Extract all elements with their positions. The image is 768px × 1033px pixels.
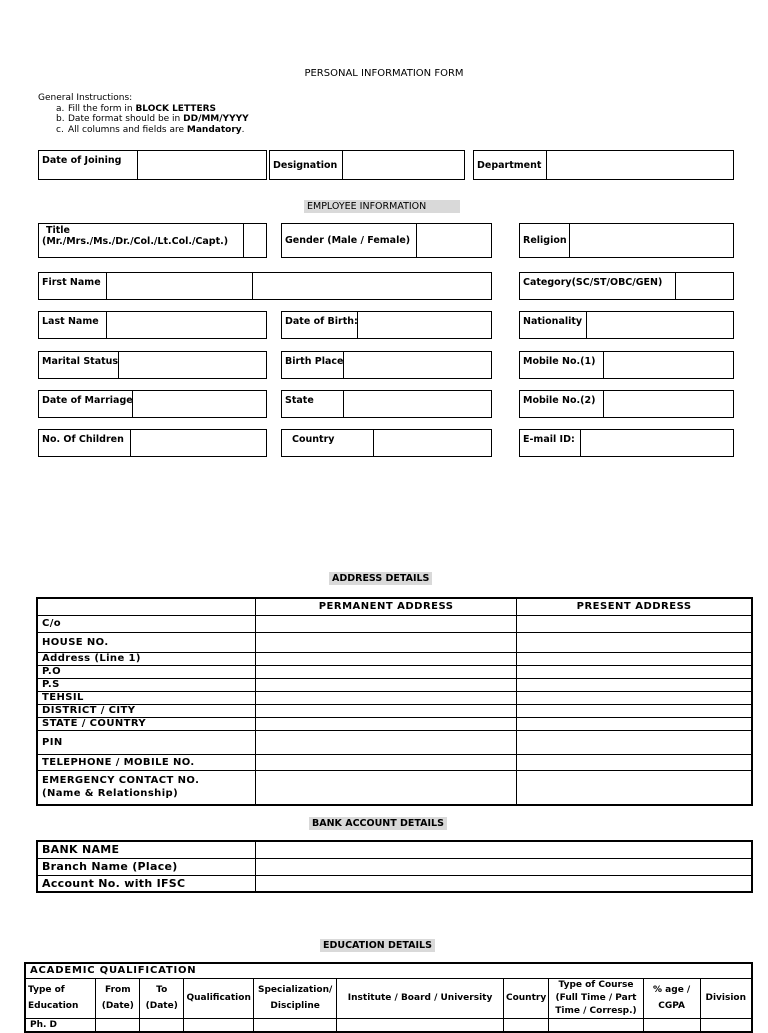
permanent-cell[interactable] (255, 754, 516, 770)
instructions-heading: General Instructions: (38, 93, 133, 103)
date-of-birth-field (281, 311, 492, 339)
gender-label: Gender (Male / Female) (282, 224, 417, 257)
department-label: Department (474, 151, 547, 179)
title-label: Title (Mr./Mrs./Ms./Dr./Col./Lt.Col./Capt.) (39, 224, 244, 257)
mobile-2-label: Mobile No.(2) (520, 391, 604, 417)
no-of-children-label: No. Of Children (39, 430, 131, 456)
designation-input[interactable] (343, 151, 464, 179)
last-name-label: Last Name (39, 312, 107, 338)
category-input[interactable] (676, 273, 733, 299)
address-table (36, 597, 753, 806)
permanent-cell[interactable] (255, 730, 516, 754)
marital-status-input[interactable] (119, 352, 266, 378)
birth-place-field (281, 351, 492, 379)
address-row-label: P.O (37, 665, 255, 678)
present-cell[interactable] (517, 615, 752, 632)
religion-label: Religion (520, 224, 570, 257)
state-field (281, 390, 492, 418)
address-row-label: Address (Line 1) (37, 652, 255, 665)
address-row-label: TELEPHONE / MOBILE NO. (37, 754, 255, 770)
col-qualification: Qualification (184, 978, 254, 1018)
gender-field (281, 223, 492, 258)
marital-status-field (38, 351, 267, 379)
date-of-birth-label: Date of Birth: (282, 312, 358, 338)
religion-field (519, 223, 734, 258)
date-of-joining-input[interactable] (138, 151, 266, 179)
edu-cell[interactable] (337, 1018, 504, 1032)
address-row-label: PIN (37, 730, 255, 754)
edu-cell[interactable] (96, 1018, 140, 1032)
present-cell[interactable] (517, 770, 752, 805)
col-institute: Institute / Board / University (337, 978, 504, 1018)
bank-row-label: BANK NAME (37, 841, 256, 858)
permanent-cell[interactable] (255, 632, 516, 652)
nationality-field (519, 311, 734, 339)
academic-qualification-title: ACADEMIC QUALIFICATION (25, 963, 752, 978)
designation-label: Designation (270, 151, 343, 179)
page-title: PERSONAL INFORMATION FORM (304, 68, 464, 79)
last-name-input[interactable] (107, 312, 266, 338)
address-row-label: P.S (37, 678, 255, 691)
present-cell[interactable] (517, 691, 752, 704)
col-type-of-course: Type of Course (Full Time / Part Time / Corresp.) (549, 978, 644, 1018)
last-name-field (38, 311, 267, 339)
edu-cell[interactable] (184, 1018, 254, 1032)
address-row-label: HOUSE NO. (37, 632, 255, 652)
title-input[interactable] (244, 224, 266, 257)
first-name-input-extra[interactable] (253, 273, 491, 299)
col-percentage-cgpa: % age / CGPA (643, 978, 700, 1018)
instructions-list (38, 104, 249, 136)
country-input[interactable] (374, 430, 491, 456)
education-table (24, 962, 753, 1033)
permanent-address-header: PERMANENT ADDRESS (255, 598, 516, 615)
present-cell[interactable] (517, 632, 752, 652)
category-label: Category(SC/ST/OBC/GEN) (520, 273, 676, 299)
edu-row-label: Ph. D (25, 1018, 96, 1032)
department-input[interactable] (547, 151, 733, 179)
present-cell[interactable] (517, 678, 752, 691)
department-field (473, 150, 734, 180)
state-label: State (282, 391, 344, 417)
edu-cell[interactable] (700, 1018, 752, 1032)
nationality-label: Nationality (520, 312, 587, 338)
present-cell[interactable] (517, 704, 752, 717)
education-details-heading: EDUCATION DETAILS (320, 939, 435, 952)
email-label: E-mail ID: (520, 430, 581, 456)
col-division: Division (700, 978, 752, 1018)
religion-input[interactable] (570, 224, 733, 257)
address-row-label: TEHSIL (37, 691, 255, 704)
first-name-label: First Name (39, 273, 107, 299)
permanent-cell[interactable] (255, 691, 516, 704)
permanent-cell[interactable] (255, 770, 516, 805)
col-type-of-education: Type of Education (25, 978, 96, 1018)
bank-row-label: Branch Name (Place) (37, 858, 256, 875)
edu-cell[interactable] (643, 1018, 700, 1032)
country-field (281, 429, 492, 457)
category-field (519, 272, 734, 300)
col-from-date: From (Date) (96, 978, 140, 1018)
employee-information-heading: EMPLOYEE INFORMATION (304, 200, 460, 213)
permanent-cell[interactable] (255, 717, 516, 730)
birth-place-label: Birth Place (282, 352, 344, 378)
date-of-joining-field (38, 150, 267, 180)
present-cell[interactable] (517, 652, 752, 665)
date-of-marriage-input[interactable] (133, 391, 266, 417)
permanent-cell[interactable] (255, 665, 516, 678)
nationality-input[interactable] (587, 312, 733, 338)
first-name-input[interactable] (107, 273, 253, 299)
present-cell[interactable] (517, 754, 752, 770)
present-address-header: PRESENT ADDRESS (517, 598, 752, 615)
mobile-1-field (519, 351, 734, 379)
permanent-cell[interactable] (255, 615, 516, 632)
instruction-item: a. Fill the form in BLOCK LETTERS (56, 103, 217, 114)
permanent-cell[interactable] (255, 652, 516, 665)
instruction-item: b. Date format should be in DD/MM/YYYY (56, 114, 249, 124)
date-of-marriage-field (38, 390, 267, 418)
mobile-1-label: Mobile No.(1) (520, 352, 604, 378)
email-input[interactable] (581, 430, 733, 456)
address-row-label: STATE / COUNTRY (37, 717, 255, 730)
address-row-label: DISTRICT / CITY (37, 704, 255, 717)
marital-status-label: Marital Status (39, 352, 119, 378)
designation-field (269, 150, 465, 180)
address-corner (37, 598, 255, 615)
col-country: Country (503, 978, 548, 1018)
date-of-marriage-label: Date of Marriage (39, 391, 133, 417)
state-input[interactable] (344, 391, 491, 417)
address-row-label: EMERGENCY CONTACT NO. (Name & Relationship) (37, 770, 255, 805)
email-field (519, 429, 734, 457)
mobile-1-input[interactable] (604, 352, 733, 378)
edu-cell[interactable] (140, 1018, 184, 1032)
edu-cell[interactable] (503, 1018, 548, 1032)
bank-row-label: Account No. with IFSC (37, 875, 256, 892)
edu-cell[interactable] (549, 1018, 644, 1032)
no-of-children-field (38, 429, 267, 457)
date-of-birth-input[interactable] (358, 312, 491, 338)
bank-value-cell[interactable] (256, 875, 753, 892)
bank-table (36, 840, 753, 893)
instruction-item: c. All columns and fields are Mandatory. (56, 124, 245, 135)
col-specialization: Specialization/ Discipline (254, 978, 337, 1018)
bank-value-cell[interactable] (256, 841, 753, 858)
present-cell[interactable] (517, 665, 752, 678)
title-field (38, 223, 267, 258)
permanent-cell[interactable] (255, 678, 516, 691)
country-label: Country (282, 430, 374, 456)
date-of-joining-label: Date of Joining (39, 151, 138, 179)
present-cell[interactable] (517, 717, 752, 730)
permanent-cell[interactable] (255, 704, 516, 717)
mobile-2-input[interactable] (604, 391, 733, 417)
address-details-heading: ADDRESS DETAILS (329, 572, 432, 585)
bank-account-heading: BANK ACCOUNT DETAILS (309, 817, 447, 830)
general-instructions (38, 93, 249, 135)
col-to-date: To (Date) (140, 978, 184, 1018)
present-cell[interactable] (517, 730, 752, 754)
bank-value-cell[interactable] (256, 858, 753, 875)
mobile-2-field (519, 390, 734, 418)
no-of-children-input[interactable] (131, 430, 266, 456)
address-row-label: C/o (37, 615, 255, 632)
first-name-field (38, 272, 492, 300)
gender-input[interactable] (417, 224, 491, 257)
birth-place-input[interactable] (344, 352, 491, 378)
edu-cell[interactable] (254, 1018, 337, 1032)
